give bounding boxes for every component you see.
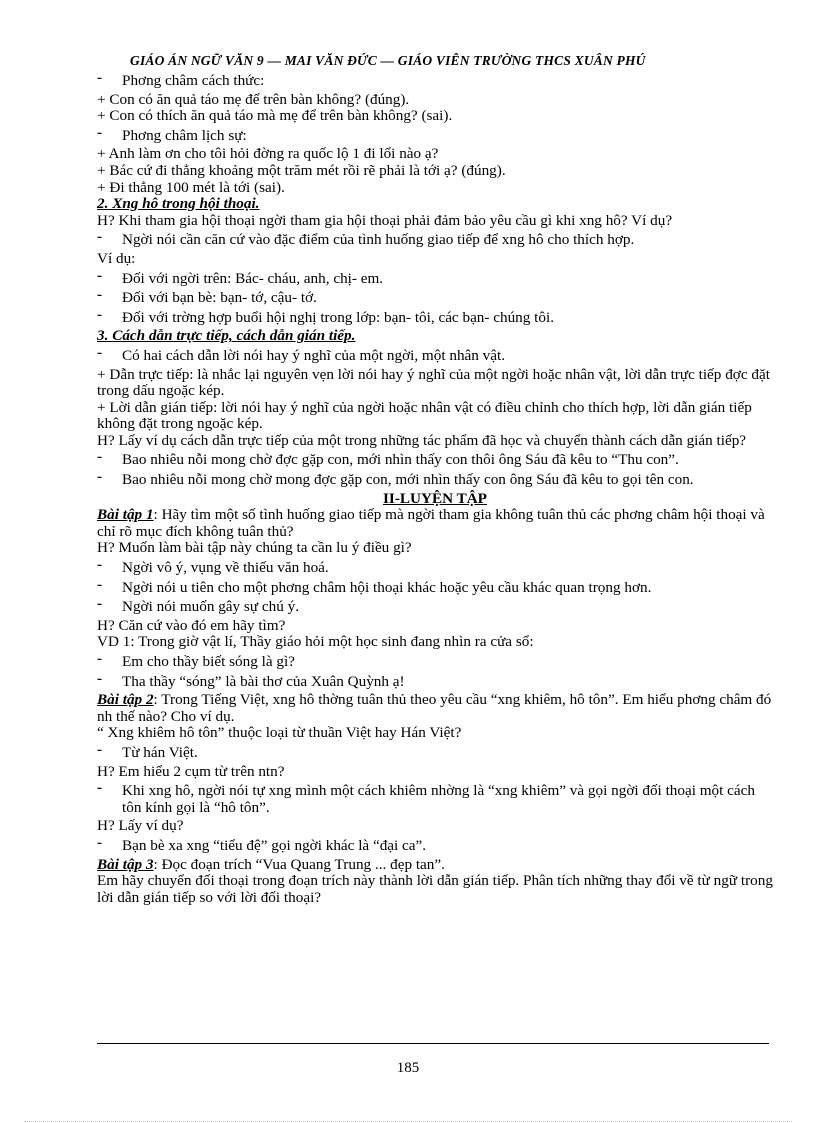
bullet-dash: - [97, 669, 103, 687]
bullet-dash: - [97, 468, 103, 486]
bullet-item: - Ngời nói cần căn cứ vào đặc điểm của tình huống giao tiếp để xng hô cho thích hợp. [97, 228, 635, 249]
question-line: H? Muốn làm bài tập này chúng ta cần lu ý điều gì? [97, 539, 412, 557]
text-line: + Anh làm ơn cho tôi hỏi đờng ra quốc lộ 1 đi lối nào ạ? [97, 145, 439, 163]
bullet-item: - Bao nhiêu nỗi mong chờ đợc gặp con, mới nhìn thấy con thôi ông Sáu đã kêu to “Thu con”. [97, 448, 679, 469]
text-line: + Lời dẫn gián tiếp: lời nói hay ý nghĩ của ngời hoặc nhân vật có điều chỉnh cho thích hợp, lời dẫn gián tiếp không đặt trong ngoặc kép. [97, 398, 752, 433]
bullet-dash: - [97, 305, 103, 323]
bullet-dash: - [97, 343, 103, 361]
bullet-dash: - [97, 286, 103, 304]
question-line: H? Lấy ví dụ cách dẫn trực tiếp của một trong những tác phẩm đã học và chuyển thành cách dẫn gián tiếp? [97, 431, 747, 449]
question-line: H? Khi tham gia hội thoại ngời tham gia hội thoại phải đảm bảo yêu cầu gì khi xng hô? Ví dụ? [97, 211, 673, 229]
bullet-item: - Có hai cách dẫn lời nói hay ý nghĩ của một ngời, một nhân vật. [97, 343, 506, 364]
question-line: H? Em hiểu 2 cụm từ trên ntn? [97, 762, 285, 780]
text-line: + Bác cứ đi thẳng khoảng một trăm mét rồi rẽ phải là tới ạ? (đúng). [97, 161, 506, 179]
bullet-item: - Phơng châm lịch sự: [97, 123, 247, 144]
bullet-dash: - [97, 575, 103, 593]
bullet-item: - Em cho thầy biết sóng là gì? [97, 650, 295, 670]
bullet-dash: - [97, 228, 103, 246]
bullet-dash: - [97, 650, 103, 667]
bullet-dash: - [97, 556, 103, 574]
bullet-dash: - [97, 833, 103, 851]
page-number: 185 [396, 1060, 420, 1076]
exercise-label: Bài tập 2 [97, 691, 154, 709]
bullet-item: - Phơng châm cách thức: [97, 69, 265, 89]
question-line: H? Căn cứ vào đó em hãy tìm? [97, 616, 286, 634]
section-heading: 3. Cách dẫn trực tiếp, cách dẫn gián tiếp. [97, 327, 356, 345]
bullet-item: - Tha thầy “sóng” là bài thơ của Xuân Quỳnh ạ! [97, 669, 405, 690]
bullet-item: - Bạn bè xa xng “tiểu đệ” gọi ngời khác là “đại ca”. [97, 833, 427, 854]
text-line: VD 1: Trong giờ vật lí, Thầy giáo hỏi một học sinh đang nhìn ra cửa sổ: [97, 633, 534, 651]
exercise-1: Bài tập 1: Hãy tìm một số tình huống giao tiếp mà ngời tham gia không tuân thủ các phơng châm hội thoại và chỉ rõ mục đích không tuân thủ? [97, 506, 765, 540]
text-line: + Dẫn trực tiếp: là nhắc lại nguyên vẹn lời nói hay ý nghĩ của một ngời hoặc nhân vật, lời dẫn trực tiếp đợc đặt trong dấu ngoặc kép. [97, 365, 770, 400]
page-edge [24, 1121, 792, 1122]
bullet-item: - Đối với ngời trên: Bác- cháu, anh, chị- em. [97, 266, 384, 287]
section-heading: 2. Xng hô trong hội thoại. [97, 195, 260, 213]
bullet-item: - Ngời nói muốn gây sự chú ý. [97, 595, 299, 616]
bullet-item: - Bao nhiêu nỗi mong chờ mong đợc gặp con, mới nhìn thấy con ông Sáu đã kêu to gọi tên con. [97, 468, 694, 489]
page-header: GIÁO ÁN NGỮ VĂN 9 — MAI VĂN ĐỨC — GIÁO VIÊN TRƯỜNG THCS XUÂN PHÚ [130, 53, 646, 66]
bullet-dash: - [97, 595, 103, 613]
bullet-item: - Ngời vô ý, vụng về thiếu văn hoá. [97, 556, 329, 577]
bullet-dash: - [97, 448, 103, 466]
footer-divider [97, 1043, 769, 1044]
section-heading-practice: II-LUYỆN TẬP [383, 489, 487, 507]
exercise-label: Bài tập 3 [97, 855, 154, 873]
bullet-item: - Ngời nói u tiên cho một phơng châm hội thoại khác hoặc yêu cầu khác quan trọng hơn. [97, 575, 652, 596]
bullet-dash: - [97, 740, 103, 758]
bullet-item: - Khi xng hô, ngời nói tự xng mình một cách khiêm nhờng là “xng khiêm” và gọi ngời đối thoại một cách tôn kính gọi là “hô tôn”. [97, 779, 755, 816]
page-content [97, 70, 773, 906]
text-line: + Con có thích ăn quả táo mà mẹ để trên bàn không? (sai). [97, 107, 453, 125]
bullet-item: - Từ hán Việt. [97, 740, 198, 761]
bullet-dash: - [97, 779, 103, 797]
bullet-item: - Đối với bạn bè: bạn- tớ, cậu- tớ. [97, 286, 317, 307]
question-line: H? Lấy ví dụ? [97, 817, 184, 835]
bullet-dash: - [97, 69, 103, 86]
text-line: “ Xng khiêm hô tôn” thuộc loại từ thuần Việt hay Hán Việt? [97, 724, 462, 742]
bullet-item: - Đối với trờng hợp buổi hội nghị trong lớp: bạn- tôi, các bạn- chúng tôi. [97, 305, 554, 326]
text-line: + Con có ăn quả táo mẹ để trên bàn không? (đúng). [97, 90, 410, 108]
text-line: Ví dụ: [97, 249, 136, 267]
text-line: Em hãy chuyển đối thoại trong đoạn trích này thành lời dẫn gián tiếp. Phân tích những thay đổi về từ ngữ trong lời dẫn gián tiếp so với lời đối thoại? [97, 872, 773, 906]
exercise-3: Bài tập 3: Đọc đoạn trích “Vua Quang Trung ... đẹp tan”. [97, 855, 445, 873]
exercise-2: Bài tập 2: Trong Tiếng Việt, xng hô thờng tuân thủ theo yêu cầu “xng khiêm, hô tôn”. Em hiểu phơng châm đó nh thế nào? Cho ví dụ. [97, 691, 772, 725]
exercise-label: Bài tập 1 [97, 506, 154, 524]
bullet-dash: - [97, 266, 103, 284]
text-line: + Đi thẳng 100 mét là tới (sai). [97, 178, 285, 196]
bullet-dash: - [97, 123, 103, 141]
